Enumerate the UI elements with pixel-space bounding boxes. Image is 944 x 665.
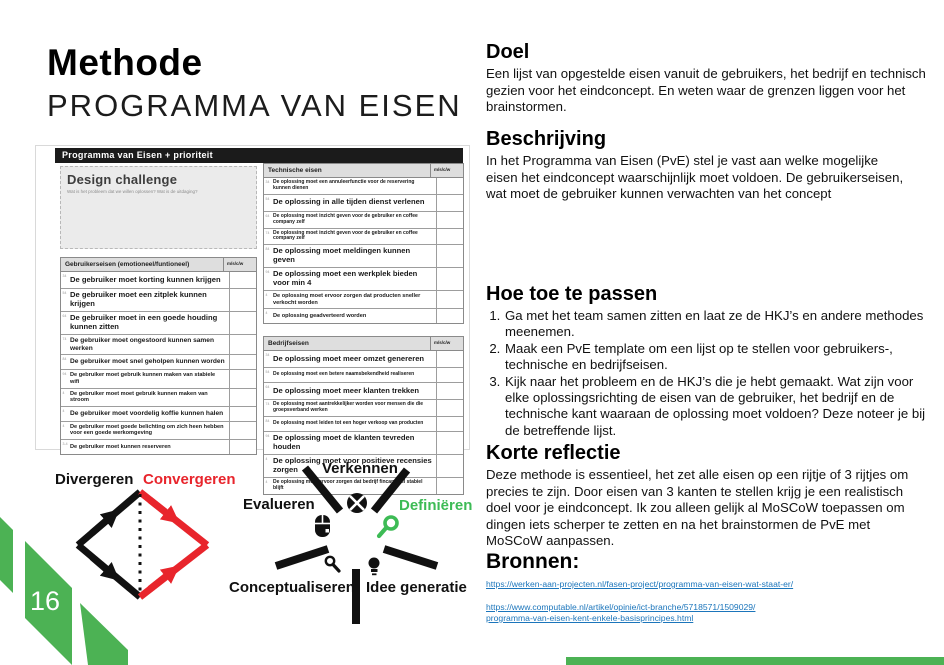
- section-bronnen: [486, 550, 938, 624]
- section-beschrijving: [486, 128, 910, 203]
- doel-heading: Doel: [486, 41, 530, 63]
- convergeren-label: Convergeren: [143, 471, 236, 488]
- idee-generatie-label: Idee generatie: [366, 579, 467, 596]
- bottom-accent-bar: [566, 657, 944, 665]
- table-row: 94 De oplossing moet een werkplek bieden voor min 4: [264, 268, 463, 291]
- section-title: Technische eisen: [268, 167, 322, 174]
- source-link-line[interactable]: programma-van-eisen-kent-enkele-basisprincipes.html: [486, 613, 694, 623]
- table-row: 4 De gebruiker moet goede belichting om zich heen hebben voor een goede werkomgeving: [61, 422, 256, 440]
- priority-column-header: m/s/c/w: [430, 337, 463, 350]
- table-row: 84 De gebruiker moet snel geholpen kunnen worden: [61, 355, 256, 370]
- beschrijving-heading: Beschrijving: [486, 128, 607, 150]
- diverge-converge-diamond: [78, 492, 207, 597]
- table-row: 74 De gebruiker moet ongestoord kunnen samen werken: [61, 335, 256, 356]
- page-subtitle: PROGRAMMA VAN EISEN: [47, 88, 462, 123]
- compass-icon: [347, 493, 367, 513]
- table-row: 34 De gebruiker moet korting kunnen krijgen: [61, 272, 256, 289]
- section-hoe-toe-te-passen: [486, 283, 938, 439]
- table-row: 64 De oplossing moet inzicht geven voor de gebruiker en coffee company zelf: [264, 212, 463, 229]
- table-row: 64 De oplossing moet meer klanten trekken: [264, 383, 463, 400]
- page-number: 16: [30, 586, 61, 616]
- page-title: Methode: [47, 42, 203, 83]
- verkennen-label: Verkennen: [322, 460, 398, 477]
- magnifier-icon-small: [326, 557, 339, 571]
- conceptualiseren-label: Conceptualiseren: [229, 579, 355, 596]
- table-row: 84 De oplossing moet meldingen kunnen geven: [264, 245, 463, 268]
- lightbulb-icon: [369, 558, 380, 576]
- korte-reflectie-heading: Korte reflectie: [486, 442, 621, 464]
- table-row: 4 De gebruiker moet voordelig koffie kunnen halen: [61, 407, 256, 422]
- table-row: 4 De oplossing geadverteerd worden: [264, 309, 463, 323]
- priority-column-header: m/s/c/w: [430, 164, 463, 177]
- beschrijving-body: In het Programma van Eisen (PvE) stel je vast aan welke mogelijke eisen het eindconcept waarschijnlijk moet voldoen. De gebruikerseisen, wat moet de gebruiker kunnen verwachten van het concept: [486, 153, 904, 202]
- bronnen-heading: Bronnen:: [486, 550, 580, 573]
- section-title: Bedrijfseisen: [268, 340, 309, 348]
- evalueren-label: Evalueren: [243, 496, 315, 513]
- priority-column-header: m/s/c/w: [223, 258, 256, 271]
- definieren-label: Definiëren: [399, 497, 473, 514]
- table-row: 54 De oplossing moet een betere naamsbekendheid realiseren: [264, 368, 463, 383]
- section-doel: [486, 41, 926, 116]
- hoe-list-item: 3. Kijk naar het probleem en de HKJ’s die je hebt gemaakt. Wat zijn voor elke oplossingsrichting de eisen van de gebruiker, het bedrijf en de technische kant waaraan de oplossing moet voldoen? Deze noteer je bij de betreffende lijst.: [504, 374, 938, 440]
- table-row: 64 De gebruiker moet in een goede houding kunnen zitten: [61, 312, 256, 335]
- doel-body: Een lijst van opgestelde eisen vanuit de gebruikers, het bedrijf en technisch gezien voor het eindconcept. En weten waar de grenzen liggen voor het brainstormen.: [486, 66, 926, 115]
- korte-reflectie-body: Deze methode is essentieel, het zet alle eisen op een rijtje of 3 rijtjes om precies te zijn. Door eisen van 3 kanten te stellen krijg je een realistisch doel voor je eindconcept. Ik zou alleen gelijk al MoSCoW toepassen om dingen iets scherper te zetten en na het brainstormen de PvE met MoSCoW aanpassen.: [486, 467, 909, 549]
- table-row: 4 De oplossing moet ervoor zorgen dat bedrijf fincancieel stabiel blijft: [264, 478, 463, 494]
- design-challenge-title: Design challenge: [67, 172, 178, 187]
- table-row: 4 De gebruiker moet moet gebruik kunnen maken van stroom: [61, 389, 256, 407]
- pve-table-header: Programma van Eisen + prioriteit: [55, 148, 463, 163]
- green-corner-decoration: [0, 517, 128, 665]
- magnifier-icon-green: [379, 517, 397, 536]
- source-link[interactable]: https://werken-aan-projecten.nl/fasen-project/programma-van-eisen-wat-staat-er/: [486, 579, 794, 589]
- source-link[interactable]: [486, 602, 938, 624]
- hoe-list-item: 2. Maak een PvE template om een lijst op te stellen voor gebruikers-, technische en bedrijfseisen.: [504, 341, 938, 374]
- table-row: 74 De oplossing moet aantrekkelijker worden voor mensen die die groepsverband werken: [264, 400, 463, 417]
- mouse-icon: [315, 515, 330, 537]
- table-row: 3-4 De gebruiker moet kunnen reserveren: [61, 440, 256, 454]
- table-row: 4 De oplossing moet ervoor zorgen dat producten sneller verkocht worden: [264, 291, 463, 309]
- hoe-list: [486, 308, 938, 439]
- table-row: 34 De oplossing moet een annuleerfunctie voor de reservering kunnen dienen: [264, 178, 463, 195]
- table-row: 34 De oplossing moet meer omzet genereren: [264, 351, 463, 368]
- table-row: 4 De oplossing moet voor positieve recensies zorgen: [264, 455, 463, 478]
- divergeren-label: Divergeren: [55, 471, 134, 488]
- table-row: 54 De oplossing in alle tijden dienst verlenen: [264, 195, 463, 212]
- source-link-line[interactable]: https://www.computable.nl/artikel/opinie/ict-branche/5718571/1509029/: [486, 602, 756, 612]
- table-row: 84 De oplossing moet leiden tot een hoger verkoop van producten: [264, 417, 463, 432]
- section-title: Gebruikerseisen (emotioneel/funtioneel): [65, 261, 190, 268]
- table-row: 54 De gebruiker moet een zitplek kunnen krijgen: [61, 289, 256, 312]
- design-process-spokes: [276, 468, 437, 624]
- hoe-list-item: 1. Ga met het team samen zitten en laat ze de HKJ’s en andere methodes meenemen.: [504, 308, 938, 341]
- hoe-heading: Hoe toe te passen: [486, 283, 658, 305]
- table-row: 74 De oplossing moet inzicht geven voor de gebruiker en coffee company zelf: [264, 229, 463, 246]
- table-row: 94 De oplossing moet de klanten tevreden houden: [264, 432, 463, 455]
- section-korte-reflectie: [486, 442, 924, 550]
- design-challenge-subtitle: Wat is het probleem dat we willen oplossen? Wat is de uitdaging?: [67, 189, 198, 194]
- table-row: 94 De gebruiker moet gebruik kunnen maken van stabiele wifi: [61, 370, 256, 388]
